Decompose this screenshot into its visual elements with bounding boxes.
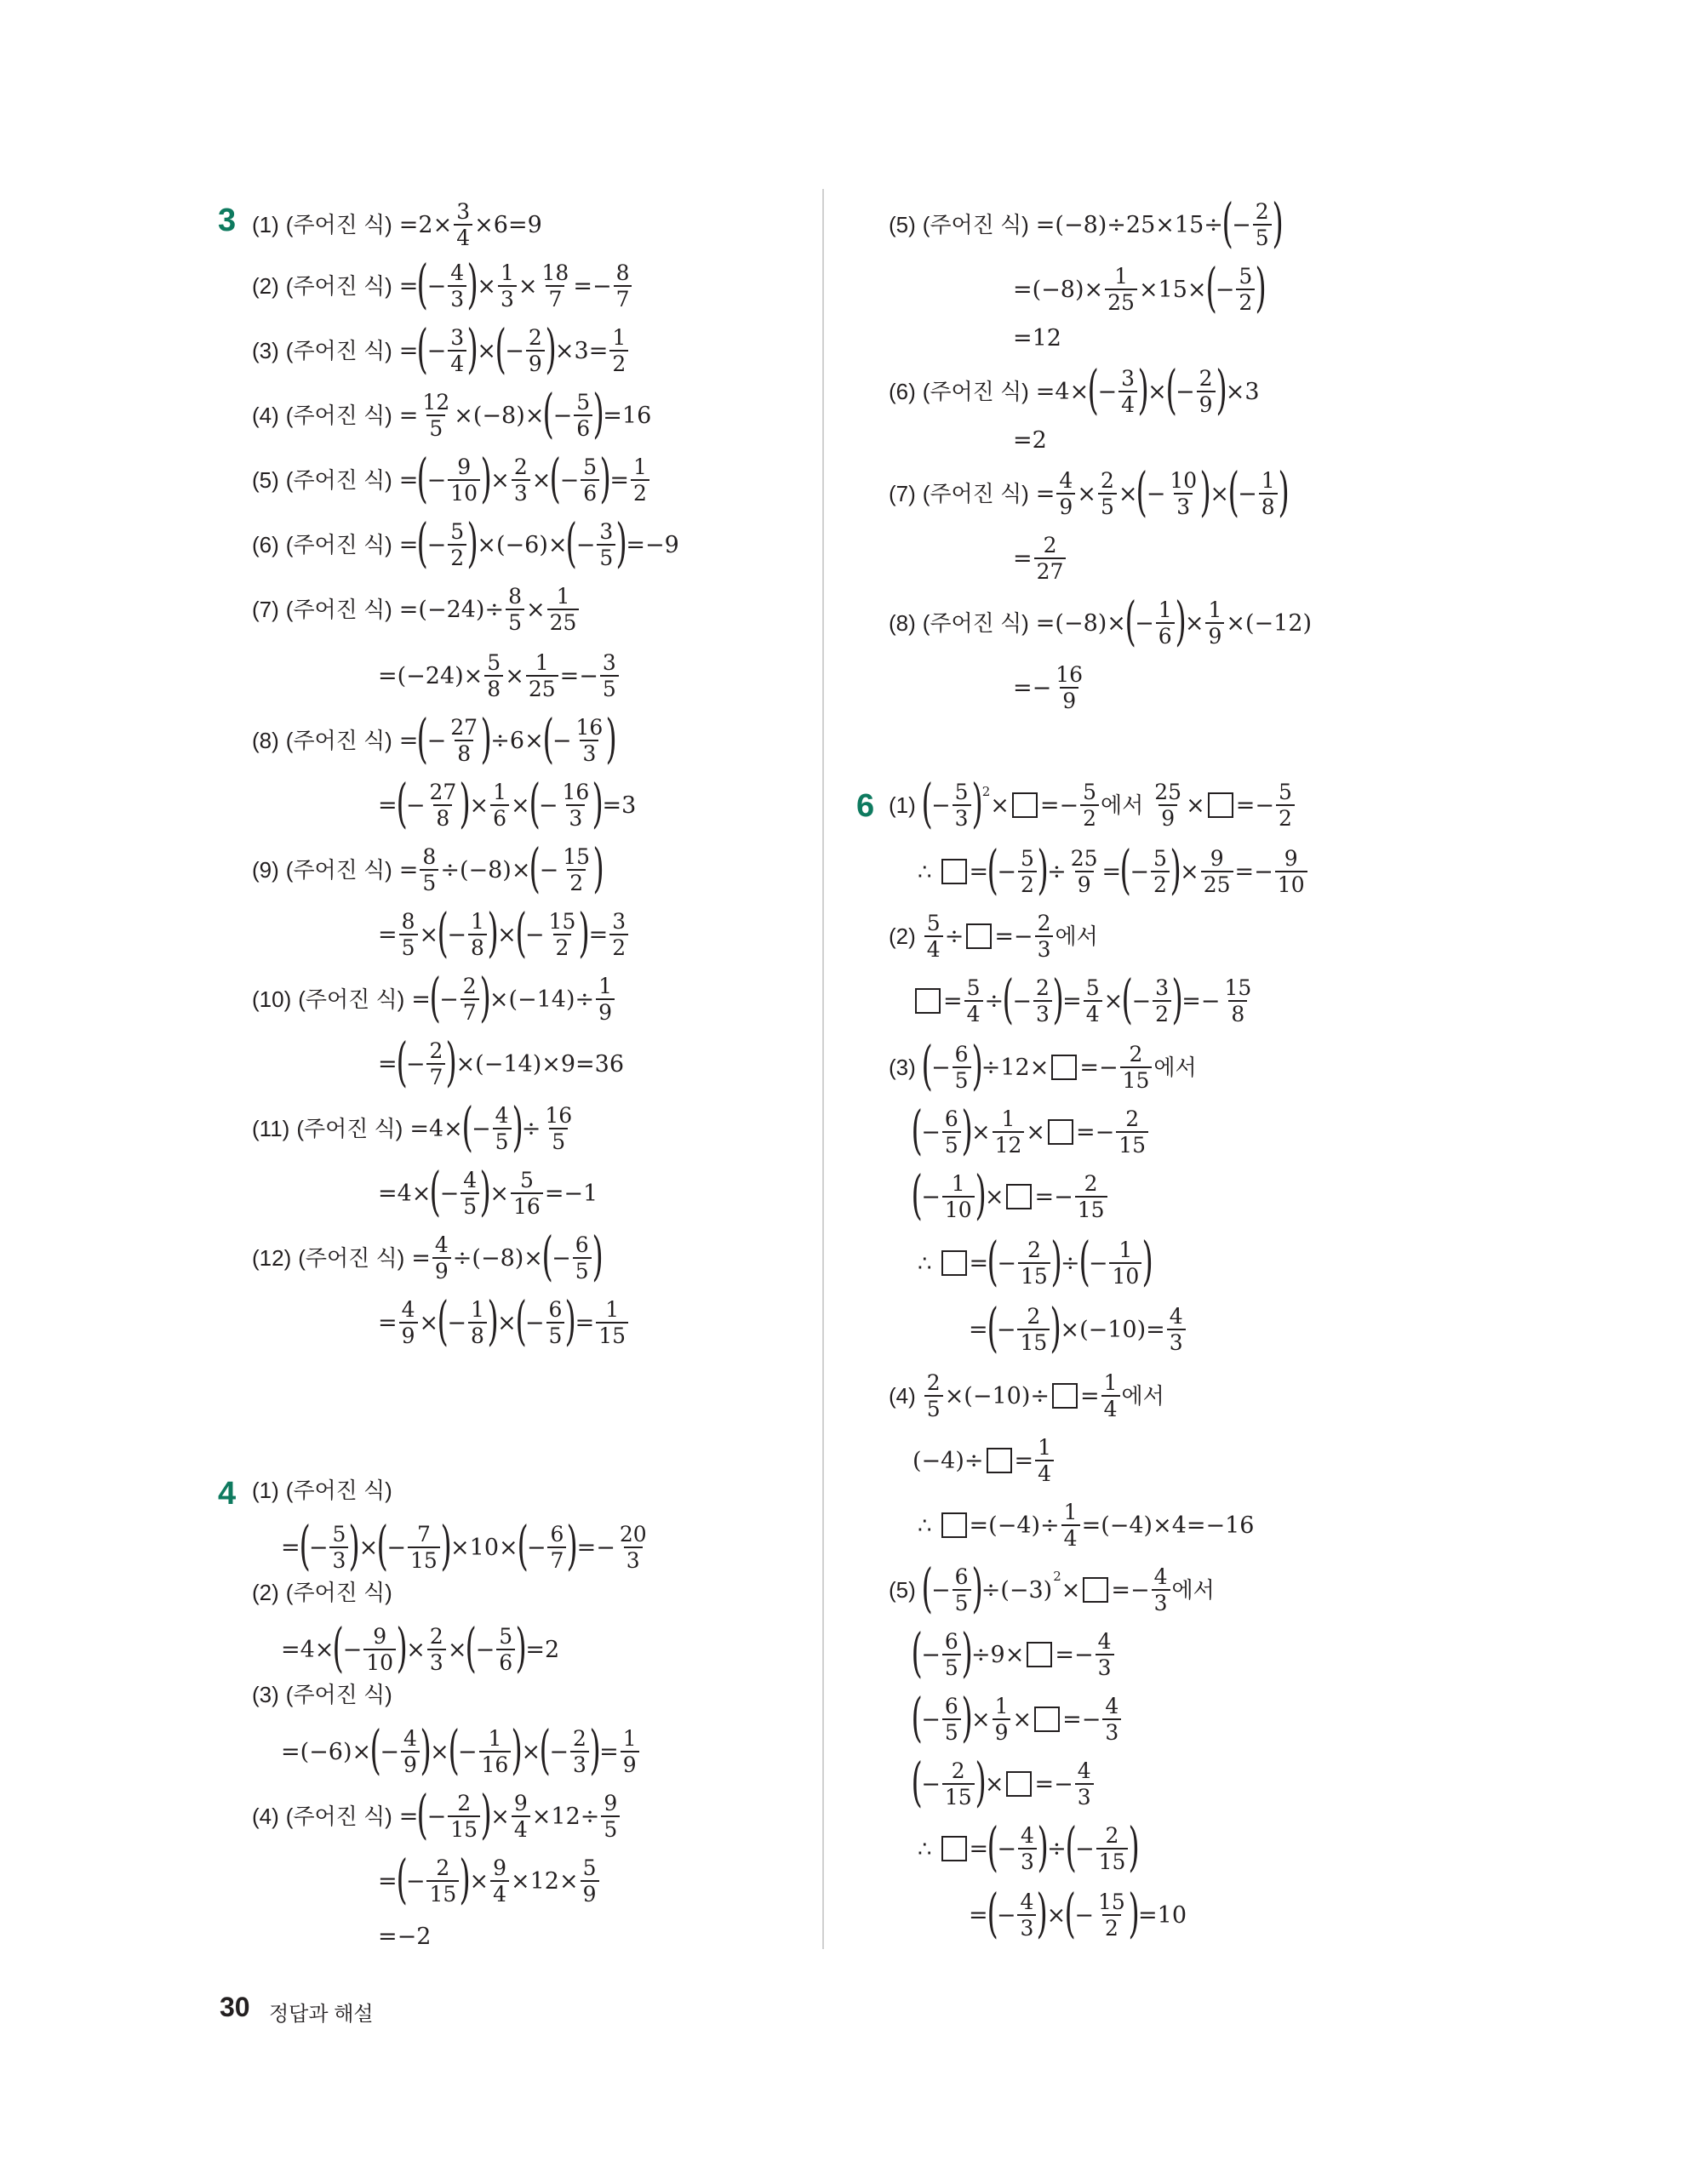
p3-line-6: (6) (주어진 식) = ( − $\frac{5}{2}$ ) ×(−6)× ( − $\frac{3}{5}$ ) =−9 bbox=[252, 512, 679, 575]
p4-line-2b: =4× ( − $\frac{9}{10}$ ) × $\frac{2}{3}$ × ( − $\frac{5}{6}$ ) =2 bbox=[281, 1616, 560, 1679]
blank-box bbox=[1048, 1119, 1073, 1145]
p4-line-4c: =−2 bbox=[378, 1924, 432, 1950]
p3-line-9a: (9) (주어진 식) = $\frac{8}{5}$ ÷(−8)× ( − $\frac{15}{2}$ ) bbox=[252, 837, 604, 900]
p4-line-3b: =(−6)× ( − $\frac{4}{9}$ ) × ( − $\frac{1}{16}$ ) × ( − $\frac{2}{3}$ ) = $\frac{1}{9}$ bbox=[281, 1728, 641, 1775]
sub-label: (12) bbox=[252, 1245, 292, 1271]
p4-line-1b: = ( − $\frac{5}{3}$ ) × ( − $\frac{7}{15}$ ) ×10× ( − $\frac{6}{7}$ ) =− $\frac{20}{3}$ bbox=[281, 1514, 647, 1577]
p6-line-5e: ∴ = ( − $\frac{4}{3}$ ) ÷ ( − $\frac{2}{15}$ ) bbox=[918, 1815, 1141, 1878]
p6-line-5f: = ( − $\frac{4}{3}$ ) × ( − $\frac{15}{2}$ ) =10 bbox=[969, 1882, 1187, 1945]
footer-title: 정답과 해설 bbox=[269, 2003, 374, 2026]
p6-line-4b: (−4)÷ = $\frac{1}{4}$ bbox=[913, 1437, 1056, 1484]
p4-line-2a bbox=[252, 1581, 399, 1604]
p5-line-5c: =12 bbox=[1013, 325, 1061, 352]
p6-line-3d: ∴ = ( − $\frac{2}{15}$ ) ÷ ( − $\frac{1}{10}$ ) bbox=[918, 1230, 1154, 1293]
sub-label: (1) bbox=[889, 792, 916, 818]
given-label: (주어진 식) bbox=[285, 532, 392, 557]
problem-number-3: 3 bbox=[218, 203, 237, 238]
p3-line-7b: =(−24)× $\frac{5}{8}$ × $\frac{1}{25}$ =− $\frac{3}{5}$ bbox=[378, 652, 621, 700]
sub-label: (7) bbox=[252, 597, 279, 622]
p3-line-8b: = ( − $\frac{27}{8}$ ) × $\frac{1}{6}$ × ( − $\frac{16}{3}$ ) =3 bbox=[378, 772, 637, 835]
p6-line-2b: = $\frac{5}{4}$ ÷ ( − $\frac{2}{3}$ ) = $\frac{5}{4}$ × ( − $\frac{3}{2}$ ) =− $\frac{15}{8}$ bbox=[913, 977, 1256, 1025]
sub-label: (8) bbox=[252, 728, 279, 753]
p5-line-5b: =(−8)× $\frac{1}{25}$ ×15× ( − $\frac{5}{2}$ ) bbox=[1013, 256, 1267, 319]
p6-line-1b: ∴ = ( − $\frac{5}{2}$ ) ÷ $\frac{25}{9}$ = ( − $\frac{5}{2}$ ) × $\frac{9}{25}$ =− $\frac{9}{10}$ bbox=[918, 848, 1309, 895]
blank-box bbox=[1034, 1707, 1060, 1732]
p5-line-7b: = $\frac{2}{27}$ bbox=[1013, 535, 1067, 582]
p5-line-7a: (7) (주어진 식) = $\frac{4}{9}$ × $\frac{2}{5}$ × ( − $\frac{10}{3}$ ) × ( − $\frac{1}{8}$ ) bbox=[889, 460, 1290, 523]
given-label: (주어진 식) bbox=[285, 857, 392, 883]
p4-line-4a: (4) (주어진 식) = ( − $\frac{2}{15}$ ) × $\frac{9}{4}$ ×12÷ $\frac{9}{5}$ bbox=[252, 1792, 621, 1840]
p3-line-4: (4) (주어진 식) = $\frac{12}{5}$ ×(−8)× ( − $\frac{5}{6}$ ) =16 bbox=[252, 382, 652, 445]
sub-label: (3) bbox=[889, 1055, 916, 1080]
p5-line-6a: (6) (주어진 식) =4× ( − $\frac{3}{4}$ ) × ( − $\frac{2}{9}$ ) ×3 bbox=[889, 358, 1260, 421]
sub-label: (4) bbox=[889, 1383, 916, 1409]
p3-line-2: (2) (주어진 식) = ( − $\frac{4}{3}$ ) × $\frac{1}{3}$ × $\frac{18}{7}$ =− $\frac{8}{7}$ bbox=[252, 262, 633, 310]
p6-line-3a: (3) ( − $\frac{6}{5}$ ) ÷12× =− $\frac{2}{15}$ 에서 bbox=[889, 1034, 1197, 1097]
given-label: (주어진 식) bbox=[298, 1245, 405, 1271]
blank-box bbox=[941, 1512, 967, 1538]
sub-label: (2) bbox=[252, 1580, 279, 1605]
given-label: (주어진 식) bbox=[922, 481, 1029, 506]
blank-box bbox=[1006, 1771, 1032, 1797]
p3-line-11b: =4× ( − $\frac{4}{5}$ ) × $\frac{5}{16}$ =−1 bbox=[378, 1160, 598, 1223]
p4-line-1a bbox=[252, 1479, 399, 1501]
given-label: (주어진 식) bbox=[285, 1804, 392, 1829]
blank-box bbox=[915, 988, 941, 1014]
p5-line-6b: =2 bbox=[1013, 427, 1047, 454]
blank-box bbox=[941, 859, 967, 884]
therefore-symbol: ∴ bbox=[918, 859, 932, 884]
sub-label: (7) bbox=[889, 481, 916, 506]
sub-label: (9) bbox=[252, 857, 279, 883]
given-label: (주어진 식) bbox=[285, 728, 392, 753]
given-label: (주어진 식) bbox=[285, 1580, 392, 1605]
sub-label: (5) bbox=[252, 467, 279, 493]
blank-box bbox=[941, 1836, 967, 1861]
sub-label: (11) bbox=[252, 1116, 290, 1141]
p3-line-7a: (7) (주어진 식) =(−24)÷ $\frac{8}{5}$ × $\frac{1}{25}$ bbox=[252, 586, 581, 633]
p6-line-4c: ∴ =(−4)÷ $\frac{1}{4}$ =(−4)×4=−16 bbox=[918, 1500, 1255, 1551]
p3-line-9b: = $\frac{8}{5}$ × ( − $\frac{1}{8}$ ) × ( − $\frac{15}{2}$ ) = $\frac{3}{2}$ bbox=[378, 911, 630, 958]
sub-label: (1) bbox=[252, 1478, 279, 1503]
problem-number-6: 6 bbox=[856, 788, 875, 824]
p3-line-8a: (8) (주어진 식) = ( − $\frac{27}{8}$ ) ÷6× ( − $\frac{16}{3}$ ) bbox=[252, 707, 618, 770]
p5-line-5a: (5) (주어진 식) =(−8)÷25×15÷ ( − $\frac{2}{5}$ ) bbox=[889, 192, 1284, 254]
blank-box bbox=[1006, 1184, 1032, 1209]
sub-label: (10) bbox=[252, 986, 292, 1012]
column-divider bbox=[822, 189, 824, 1949]
p6-line-1a: (1) ( − $\frac{5}{3}$ ) 2 × =− $\frac{5}{2}$ 에서 $\frac{25}{9}$ × =− $\frac{5}{2}$ bbox=[889, 781, 1296, 829]
blank-box bbox=[1208, 792, 1233, 818]
p4-line-4b: = ( − $\frac{2}{15}$ ) × $\frac{9}{4}$ ×12× $\frac{5}{9}$ bbox=[378, 1857, 601, 1905]
p3-line-5: (5) (주어진 식) = ( − $\frac{9}{10}$ ) × $\frac{2}{3}$ × ( − $\frac{5}{6}$ ) = $\frac{1}{2}$ bbox=[252, 456, 651, 504]
sub-label: (6) bbox=[252, 532, 279, 557]
therefore-symbol: ∴ bbox=[918, 1512, 932, 1538]
given-label: (주어진 식) bbox=[285, 338, 392, 363]
eseo-text: 에서 bbox=[1101, 792, 1144, 818]
p3-line-10b: = ( − $\frac{2}{7}$ ) ×(−14)×9=36 bbox=[378, 1031, 625, 1094]
sub-label: (2) bbox=[889, 923, 916, 949]
eseo-text: 에서 bbox=[1121, 1383, 1164, 1409]
given-label: (주어진 식) bbox=[922, 610, 1029, 636]
therefore-symbol: ∴ bbox=[918, 1836, 932, 1861]
sub-label: (8) bbox=[889, 610, 916, 636]
blank-box bbox=[1083, 1577, 1108, 1603]
problem-number-4: 4 bbox=[218, 1476, 237, 1512]
p4-line-3a bbox=[252, 1684, 399, 1706]
p5-line-8b: =− $\frac{16}{9}$ bbox=[1013, 662, 1084, 713]
p6-line-3b: ( − $\frac{6}{5}$ ) × $\frac{1}{12}$ × =− $\frac{2}{15}$ bbox=[913, 1108, 1150, 1156]
given-label: (주어진 식) bbox=[296, 1116, 403, 1141]
given-label: (주어진 식) bbox=[285, 597, 392, 622]
p3-line-12b: = $\frac{4}{9}$ × ( − $\frac{1}{8}$ ) × ( − $\frac{6}{5}$ ) = $\frac{1}{15}$ bbox=[378, 1299, 630, 1346]
p6-line-5a: (5) ( − $\frac{6}{5}$ ) ÷(−3) 2 × =− $\frac{4}{3}$ 에서 bbox=[889, 1557, 1215, 1620]
p3-line-3: (3) (주어진 식) = ( − $\frac{3}{4}$ ) × ( − $\frac{2}{9}$ ) ×3= $\frac{1}{2}$ bbox=[252, 327, 630, 374]
p5-line-8a: (8) (주어진 식) =(−8)× ( − $\frac{1}{6}$ ) × $\frac{1}{9}$ ×(−12) bbox=[889, 590, 1313, 653]
sub-label: (4) bbox=[252, 1804, 279, 1829]
sub-label: (5) bbox=[889, 1577, 916, 1603]
eseo-text: 에서 bbox=[1055, 923, 1098, 949]
p3-line-1: (1) (주어진 식) =2× $\frac{3}{4}$ ×6=9 bbox=[252, 199, 542, 250]
blank-box bbox=[1012, 792, 1038, 818]
p6-line-2a: (2) $\frac{5}{4}$ ÷ =− $\frac{2}{3}$ 에서 bbox=[889, 911, 1098, 962]
given-label: (주어진 식) bbox=[298, 986, 405, 1012]
blank-box bbox=[966, 923, 992, 949]
sub-label: (3) bbox=[252, 338, 279, 363]
p6-line-3c: ( − $\frac{1}{10}$ ) × =− $\frac{2}{15}$ bbox=[913, 1173, 1109, 1221]
sub-label: (3) bbox=[252, 1682, 279, 1707]
blank-box bbox=[1027, 1642, 1052, 1667]
p6-line-4a: (4) $\frac{2}{5}$ ×(−10)÷ = $\frac{1}{4}$ 에서 bbox=[889, 1370, 1164, 1421]
p6-line-3e: = ( − $\frac{2}{15}$ ) ×(−10)= $\frac{4}{3}$ bbox=[969, 1306, 1187, 1353]
page-number: 30 bbox=[220, 1992, 250, 2022]
eseo-text: 에서 bbox=[1153, 1055, 1197, 1080]
p6-line-5d: ( − $\frac{2}{15}$ ) × =− $\frac{4}{3}$ bbox=[913, 1760, 1096, 1808]
p6-line-5b: ( − $\frac{6}{5}$ ) ÷9× =− $\frac{4}{3}$ bbox=[913, 1631, 1116, 1678]
given-label: (주어진 식) bbox=[285, 212, 392, 237]
blank-box bbox=[987, 1448, 1012, 1473]
sub-label: (6) bbox=[889, 379, 916, 404]
sub-label: (1) bbox=[252, 212, 279, 237]
given-label: (주어진 식) bbox=[285, 273, 392, 299]
p3-line-12a: (12) (주어진 식) = $\frac{4}{9}$ ÷(−8)× ( − $\frac{6}{5}$ ) bbox=[252, 1225, 604, 1288]
therefore-symbol: ∴ bbox=[918, 1250, 932, 1276]
sub-label: (4) bbox=[252, 403, 279, 428]
given-label: (주어진 식) bbox=[285, 467, 392, 493]
given-label: (주어진 식) bbox=[285, 1478, 392, 1503]
p6-line-5c: ( − $\frac{6}{5}$ ) × $\frac{1}{9}$ × =− $\frac{4}{3}$ bbox=[913, 1695, 1123, 1743]
given-label: (주어진 식) bbox=[922, 212, 1029, 237]
given-label: (주어진 식) bbox=[285, 1682, 392, 1707]
blank-box bbox=[1052, 1383, 1078, 1409]
sub-label: (5) bbox=[889, 212, 916, 237]
eseo-text: 에서 bbox=[1171, 1577, 1215, 1603]
p3-line-11a: (11) (주어진 식) =4× ( − $\frac{4}{5}$ ) ÷ $\frac{16}{5}$ bbox=[252, 1095, 573, 1158]
sub-label: (2) bbox=[252, 273, 279, 299]
given-label: (주어진 식) bbox=[922, 379, 1029, 404]
blank-box bbox=[941, 1250, 967, 1276]
p3-line-10a: (10) (주어진 식) = ( − $\frac{2}{7}$ ) ×(−14)÷ $\frac{1}{9}$ bbox=[252, 975, 616, 1023]
given-label: (주어진 식) bbox=[285, 403, 392, 428]
blank-box bbox=[1051, 1055, 1077, 1080]
